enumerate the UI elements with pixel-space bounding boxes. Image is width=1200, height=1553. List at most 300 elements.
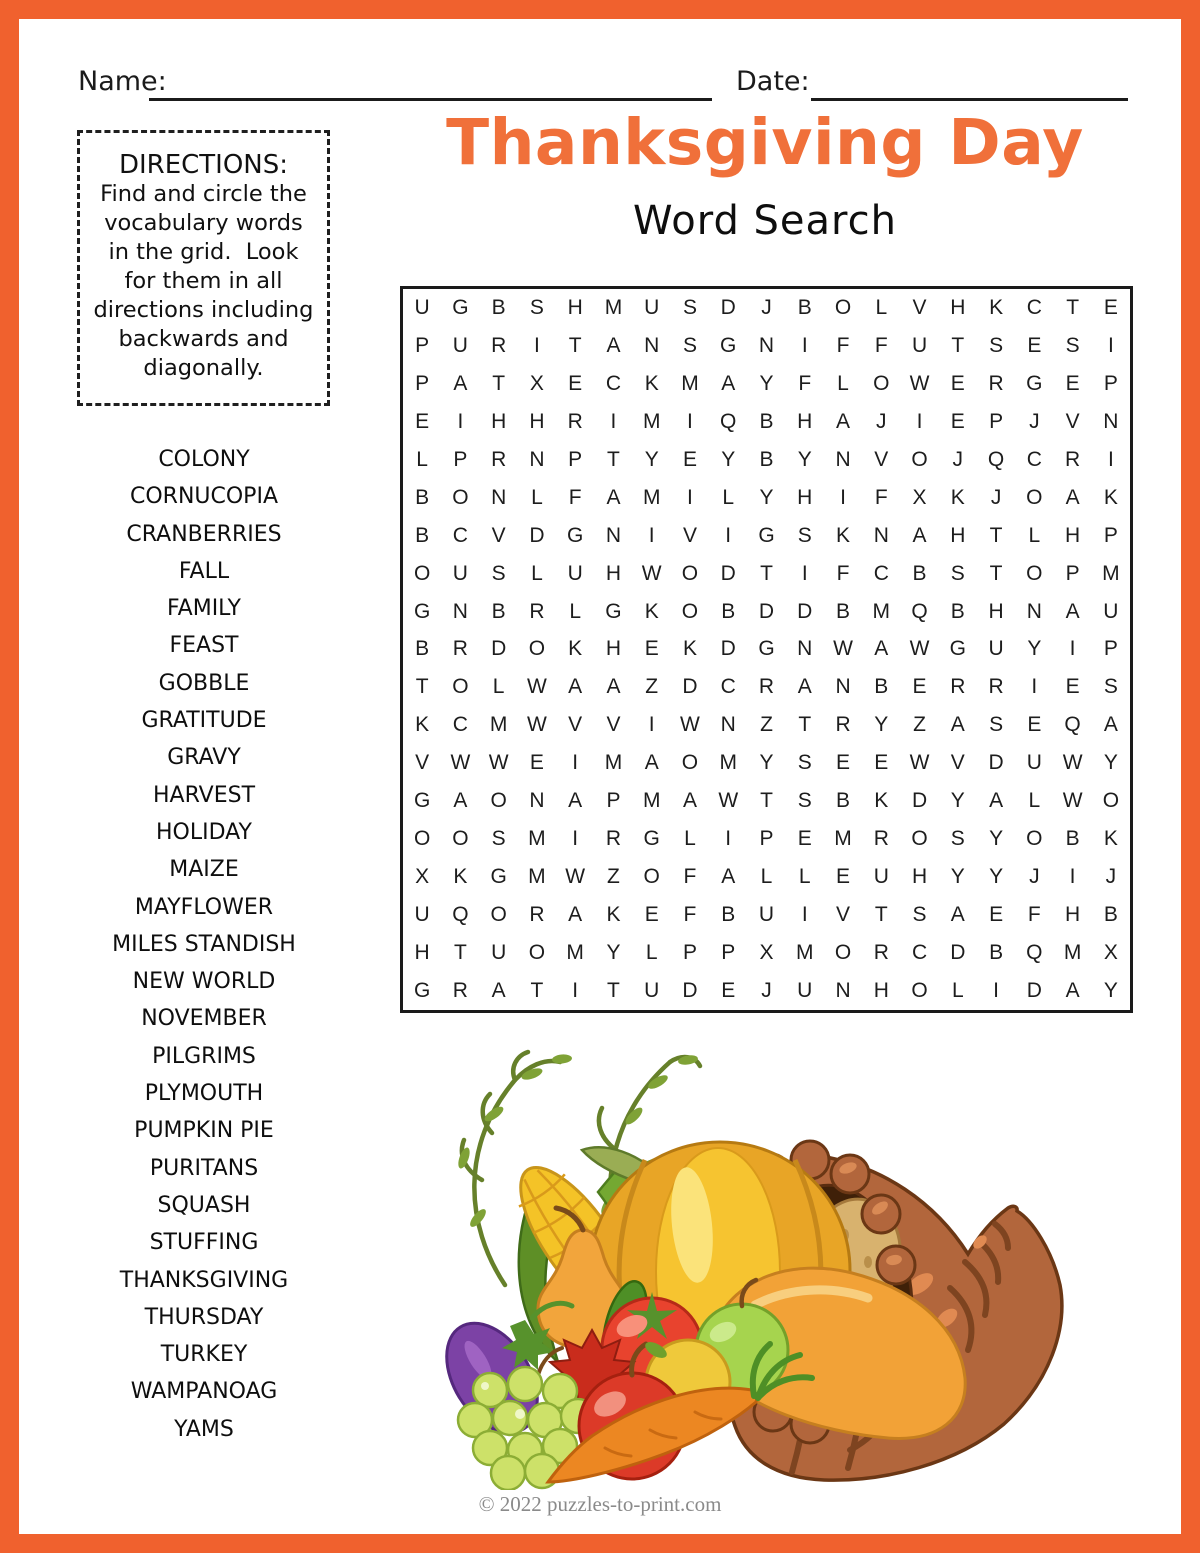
grid-cell[interactable]: E	[874, 751, 889, 775]
grid-cell[interactable]: P	[415, 333, 430, 357]
grid-cell[interactable]: E	[950, 409, 965, 433]
grid-cell[interactable]: L	[760, 865, 773, 889]
grid-cell[interactable]: S	[950, 561, 965, 585]
grid-cell[interactable]: T	[1066, 295, 1080, 319]
grid-cell[interactable]: S	[989, 333, 1004, 357]
grid-cell[interactable]: D	[720, 637, 736, 661]
grid-cell[interactable]: V	[836, 903, 851, 927]
grid-cell[interactable]: A	[606, 485, 621, 509]
grid-cell[interactable]: A	[606, 333, 621, 357]
grid-cell[interactable]: S	[1065, 333, 1080, 357]
grid-cell[interactable]: I	[572, 751, 579, 775]
grid-cell[interactable]: G	[413, 979, 431, 1003]
grid-cell[interactable]: L	[1028, 789, 1041, 813]
grid-cell[interactable]: S	[1103, 675, 1118, 699]
grid-cell[interactable]: X	[759, 941, 774, 965]
grid-cell[interactable]: W	[1062, 789, 1083, 813]
grid-cell[interactable]: M	[604, 295, 623, 319]
grid-cell[interactable]: A	[568, 675, 583, 699]
grid-cell[interactable]: I	[687, 485, 693, 509]
grid-cell[interactable]: I	[840, 485, 846, 509]
grid-cell[interactable]: I	[993, 979, 999, 1003]
grid-cell[interactable]: I	[801, 903, 808, 927]
grid-cell[interactable]: R	[950, 675, 966, 699]
grid-cell[interactable]: N	[758, 333, 775, 357]
grid-cell[interactable]: O	[681, 751, 699, 775]
grid-cell[interactable]: B	[950, 599, 965, 623]
grid-cell[interactable]: T	[492, 371, 506, 395]
grid-cell[interactable]: B	[491, 295, 506, 319]
grid-cell[interactable]: Q	[720, 409, 737, 433]
grid-cell[interactable]: O	[413, 827, 431, 851]
grid-cell[interactable]: N	[452, 599, 468, 623]
grid-cell[interactable]: D	[491, 637, 507, 661]
grid-cell[interactable]: L	[684, 827, 696, 851]
grid-cell[interactable]: I	[1107, 447, 1114, 471]
grid-cell[interactable]: U	[414, 295, 430, 319]
grid-cell[interactable]: Y	[1103, 751, 1118, 775]
grid-cell[interactable]: U	[988, 637, 1004, 661]
grid-cell[interactable]: H	[605, 637, 622, 661]
grid-cell[interactable]: Z	[913, 713, 926, 737]
grid-cell[interactable]: O	[1026, 827, 1043, 851]
grid-cell[interactable]: G	[720, 333, 737, 357]
grid-cell[interactable]: J	[1029, 409, 1040, 433]
grid-cell[interactable]: Z	[645, 675, 659, 699]
grid-cell[interactable]: U	[873, 865, 889, 889]
grid-cell[interactable]: M	[681, 371, 699, 395]
grid-cell[interactable]: O	[834, 295, 852, 319]
grid-cell[interactable]: W	[909, 371, 930, 395]
grid-cell[interactable]: D	[682, 675, 698, 699]
grid-cell[interactable]: C	[911, 941, 928, 965]
grid-cell[interactable]: T	[874, 903, 888, 927]
grid-cell[interactable]: W	[641, 561, 662, 585]
grid-cell[interactable]: M	[642, 485, 661, 509]
grid-cell[interactable]: R	[529, 599, 545, 623]
grid-cell[interactable]: K	[644, 599, 659, 623]
grid-cell[interactable]: Y	[759, 751, 774, 775]
grid-cell[interactable]: X	[1103, 941, 1118, 965]
grid-cell[interactable]: Y	[950, 789, 965, 813]
grid-cell[interactable]: I	[457, 409, 464, 433]
grid-cell[interactable]: S	[797, 789, 812, 813]
grid-cell[interactable]: U	[1103, 599, 1119, 623]
grid-cell[interactable]: M	[566, 941, 584, 965]
grid-cell[interactable]: W	[909, 637, 930, 661]
grid-cell[interactable]: A	[568, 903, 583, 927]
date-input-line[interactable]	[811, 98, 1128, 101]
grid-cell[interactable]: T	[989, 561, 1003, 585]
grid-cell[interactable]: E	[1065, 675, 1080, 699]
grid-cell[interactable]: O	[490, 789, 507, 813]
grid-cell[interactable]: I	[725, 827, 732, 851]
grid-cell[interactable]: B	[415, 485, 430, 509]
grid-cell[interactable]: H	[988, 599, 1004, 623]
grid-cell[interactable]: E	[415, 409, 430, 433]
grid-cell[interactable]: V	[950, 751, 965, 775]
grid-cell[interactable]: O	[452, 827, 469, 851]
grid-cell[interactable]: A	[453, 371, 468, 395]
grid-cell[interactable]: R	[988, 675, 1004, 699]
grid-cell[interactable]: Y	[759, 371, 774, 395]
grid-cell[interactable]: N	[529, 447, 545, 471]
grid-cell[interactable]: D	[988, 751, 1004, 775]
grid-cell[interactable]: M	[719, 751, 737, 775]
grid-cell[interactable]: F	[874, 485, 888, 509]
grid-cell[interactable]: E	[721, 979, 736, 1003]
grid-cell[interactable]: S	[491, 827, 506, 851]
grid-cell[interactable]: O	[1102, 789, 1120, 813]
grid-cell[interactable]: L	[1028, 523, 1041, 547]
grid-cell[interactable]: L	[875, 295, 888, 319]
grid-cell[interactable]: L	[798, 865, 811, 889]
grid-cell[interactable]: Y	[989, 827, 1004, 851]
grid-cell[interactable]: I	[1069, 637, 1076, 661]
grid-cell[interactable]: G	[605, 599, 622, 623]
grid-cell[interactable]: I	[648, 713, 655, 737]
grid-cell[interactable]: M	[489, 713, 508, 737]
grid-cell[interactable]: L	[951, 979, 964, 1003]
grid-cell[interactable]: A	[721, 865, 736, 889]
grid-cell[interactable]: A	[606, 675, 621, 699]
grid-cell[interactable]: S	[912, 903, 927, 927]
grid-cell[interactable]: H	[491, 409, 507, 433]
grid-cell[interactable]: C	[720, 675, 736, 699]
grid-cell[interactable]: K	[453, 865, 468, 889]
grid-cell[interactable]: V	[415, 751, 430, 775]
grid-cell[interactable]: H	[1065, 903, 1081, 927]
grid-cell[interactable]: B	[874, 675, 889, 699]
grid-cell[interactable]: C	[1026, 447, 1042, 471]
grid-cell[interactable]: F	[568, 485, 582, 509]
grid-cell[interactable]: A	[644, 751, 659, 775]
grid-cell[interactable]: A	[682, 789, 697, 813]
grid-cell[interactable]: F	[874, 333, 888, 357]
grid-cell[interactable]: T	[453, 941, 467, 965]
grid-cell[interactable]: M	[1102, 561, 1120, 585]
grid-cell[interactable]: L	[837, 371, 849, 395]
grid-cell[interactable]: M	[528, 865, 546, 889]
grid-cell[interactable]: Y	[644, 447, 659, 471]
grid-cell[interactable]: Y	[797, 447, 812, 471]
grid-cell[interactable]: R	[529, 903, 545, 927]
grid-cell[interactable]: U	[567, 561, 583, 585]
grid-cell[interactable]: J	[761, 295, 772, 319]
grid-cell[interactable]: B	[415, 637, 430, 661]
grid-cell[interactable]: S	[682, 333, 697, 357]
grid-cell[interactable]: R	[491, 447, 507, 471]
grid-cell[interactable]: O	[490, 903, 507, 927]
grid-cell[interactable]: A	[836, 409, 851, 433]
grid-cell[interactable]: R	[491, 333, 507, 357]
grid-cell[interactable]: Q	[452, 903, 469, 927]
grid-cell[interactable]: B	[415, 523, 430, 547]
grid-cell[interactable]: N	[873, 523, 889, 547]
grid-cell[interactable]: V	[491, 523, 506, 547]
grid-cell[interactable]: D	[720, 561, 736, 585]
grid-cell[interactable]: I	[916, 409, 923, 433]
grid-cell[interactable]: B	[1065, 827, 1080, 851]
grid-cell[interactable]: J	[1029, 865, 1040, 889]
grid-cell[interactable]: N	[491, 485, 507, 509]
grid-cell[interactable]: R	[835, 713, 851, 737]
grid-cell[interactable]: O	[1026, 485, 1043, 509]
grid-cell[interactable]: G	[490, 865, 507, 889]
grid-cell[interactable]: H	[1065, 523, 1081, 547]
grid-cell[interactable]: O	[528, 637, 546, 661]
grid-cell[interactable]: F	[798, 371, 812, 395]
grid-cell[interactable]: P	[682, 941, 697, 965]
grid-cell[interactable]: W	[527, 713, 547, 737]
grid-cell[interactable]: N	[835, 979, 851, 1003]
grid-cell[interactable]: O	[681, 599, 699, 623]
grid-cell[interactable]: K	[1103, 485, 1118, 509]
grid-cell[interactable]: V	[568, 713, 583, 737]
grid-cell[interactable]: D	[911, 789, 928, 813]
grid-cell[interactable]: N	[644, 333, 660, 357]
grid-cell[interactable]: A	[721, 371, 736, 395]
grid-cell[interactable]: O	[452, 675, 469, 699]
grid-cell[interactable]: B	[759, 447, 774, 471]
grid-cell[interactable]: Z	[760, 713, 773, 737]
grid-cell[interactable]: M	[528, 827, 546, 851]
grid-cell[interactable]: B	[759, 409, 774, 433]
grid-cell[interactable]: Q	[1064, 713, 1081, 737]
grid-cell[interactable]: H	[797, 409, 813, 433]
grid-cell[interactable]: H	[950, 523, 966, 547]
grid-cell[interactable]: N	[1103, 409, 1119, 433]
grid-cell[interactable]: Z	[607, 865, 620, 889]
grid-cell[interactable]: I	[801, 333, 808, 357]
grid-cell[interactable]: U	[644, 295, 660, 319]
grid-cell[interactable]: O	[1026, 561, 1043, 585]
grid-cell[interactable]: V	[912, 295, 927, 319]
grid-cell[interactable]: E	[836, 865, 851, 889]
grid-cell[interactable]: S	[529, 295, 544, 319]
grid-cell[interactable]: E	[682, 447, 697, 471]
grid-cell[interactable]: I	[648, 523, 655, 547]
grid-cell[interactable]: D	[682, 979, 698, 1003]
grid-cell[interactable]: O	[911, 447, 928, 471]
grid-cell[interactable]: O	[643, 865, 660, 889]
grid-cell[interactable]: Q	[1026, 941, 1043, 965]
grid-cell[interactable]: W	[680, 713, 700, 737]
grid-cell[interactable]: G	[413, 789, 431, 813]
grid-cell[interactable]: L	[492, 675, 505, 699]
grid-cell[interactable]: I	[572, 827, 579, 851]
grid-cell[interactable]: T	[989, 523, 1003, 547]
grid-cell[interactable]: U	[452, 561, 468, 585]
grid-cell[interactable]: R	[452, 637, 468, 661]
grid-cell[interactable]: Q	[987, 447, 1005, 471]
grid-cell[interactable]: T	[530, 979, 544, 1003]
grid-cell[interactable]: O	[834, 941, 852, 965]
grid-cell[interactable]: Y	[874, 713, 889, 737]
grid-cell[interactable]: F	[836, 333, 850, 357]
grid-cell[interactable]: E	[1065, 371, 1080, 395]
grid-cell[interactable]: T	[760, 561, 773, 585]
grid-cell[interactable]: T	[760, 789, 773, 813]
grid-cell[interactable]: A	[874, 637, 889, 661]
grid-cell[interactable]: G	[643, 827, 660, 851]
grid-cell[interactable]: H	[567, 295, 583, 319]
grid-cell[interactable]: M	[834, 827, 852, 851]
grid-cell[interactable]: C	[452, 523, 468, 547]
grid-cell[interactable]: E	[568, 371, 583, 395]
grid-cell[interactable]: Y	[1027, 637, 1042, 661]
grid-cell[interactable]: X	[912, 485, 927, 509]
grid-cell[interactable]: V	[874, 447, 889, 471]
grid-cell[interactable]: H	[911, 865, 928, 889]
grid-cell[interactable]: X	[529, 371, 544, 395]
grid-cell[interactable]: K	[1103, 827, 1118, 851]
grid-cell[interactable]: J	[952, 447, 964, 471]
grid-cell[interactable]: P	[568, 447, 583, 471]
grid-cell[interactable]: L	[416, 447, 428, 471]
grid-cell[interactable]: N	[1026, 599, 1042, 623]
grid-cell[interactable]: R	[605, 827, 622, 851]
grid-cell[interactable]: V	[682, 523, 697, 547]
grid-cell[interactable]: U	[797, 979, 813, 1003]
grid-cell[interactable]: S	[989, 713, 1004, 737]
grid-cell[interactable]: Y	[989, 865, 1004, 889]
grid-cell[interactable]: L	[645, 941, 658, 965]
grid-cell[interactable]: L	[531, 485, 543, 509]
grid-cell[interactable]: E	[836, 751, 851, 775]
grid-cell[interactable]: Y	[950, 865, 965, 889]
grid-cell[interactable]: R	[873, 827, 889, 851]
grid-cell[interactable]: P	[415, 371, 430, 395]
grid-cell[interactable]: U	[491, 941, 507, 965]
grid-cell[interactable]: T	[607, 979, 620, 1003]
grid-cell[interactable]: J	[761, 979, 772, 1003]
grid-cell[interactable]: K	[836, 523, 851, 547]
grid-cell[interactable]: E	[950, 371, 965, 395]
grid-cell[interactable]: S	[797, 523, 812, 547]
grid-cell[interactable]: A	[912, 523, 927, 547]
grid-cell[interactable]: R	[1065, 447, 1081, 471]
grid-cell[interactable]: L	[569, 599, 582, 623]
grid-cell[interactable]: R	[988, 371, 1004, 395]
grid-cell[interactable]: K	[606, 903, 621, 927]
grid-cell[interactable]: C	[452, 713, 468, 737]
grid-cell[interactable]: H	[797, 485, 813, 509]
name-input-line[interactable]	[149, 98, 712, 101]
grid-cell[interactable]: K	[568, 637, 583, 661]
grid-cell[interactable]: W	[833, 637, 853, 661]
grid-cell[interactable]: D	[758, 599, 775, 623]
grid-cell[interactable]: K	[874, 789, 889, 813]
grid-cell[interactable]: I	[1031, 675, 1038, 699]
grid-cell[interactable]: G	[452, 295, 469, 319]
grid-cell[interactable]: N	[529, 789, 545, 813]
grid-cell[interactable]: I	[572, 979, 579, 1003]
grid-cell[interactable]: P	[453, 447, 468, 471]
grid-cell[interactable]: T	[415, 675, 429, 699]
grid-cell[interactable]: O	[911, 827, 928, 851]
grid-cell[interactable]: W	[1062, 751, 1083, 775]
grid-cell[interactable]: M	[796, 941, 814, 965]
grid-cell[interactable]: A	[491, 979, 506, 1003]
grid-cell[interactable]: F	[683, 903, 697, 927]
grid-cell[interactable]: V	[606, 713, 621, 737]
grid-cell[interactable]: R	[452, 979, 468, 1003]
grid-cell[interactable]: G	[413, 599, 431, 623]
grid-cell[interactable]: F	[683, 865, 697, 889]
grid-cell[interactable]: S	[491, 561, 506, 585]
grid-cell[interactable]: C	[873, 561, 889, 585]
grid-cell[interactable]: D	[797, 599, 813, 623]
grid-cell[interactable]: R	[758, 675, 775, 699]
grid-cell[interactable]: Y	[606, 941, 621, 965]
grid-cell[interactable]: A	[1065, 979, 1080, 1003]
grid-cell[interactable]: N	[835, 447, 851, 471]
grid-cell[interactable]: W	[527, 675, 547, 699]
grid-cell[interactable]: P	[989, 409, 1004, 433]
grid-cell[interactable]: M	[1063, 941, 1082, 965]
grid-cell[interactable]: Y	[721, 447, 736, 471]
grid-cell[interactable]: H	[950, 295, 966, 319]
grid-cell[interactable]: B	[797, 295, 812, 319]
grid-cell[interactable]: A	[1065, 599, 1080, 623]
grid-cell[interactable]: A	[797, 675, 812, 699]
grid-cell[interactable]: E	[989, 903, 1004, 927]
grid-cell[interactable]: D	[1026, 979, 1042, 1003]
grid-cell[interactable]: S	[797, 751, 812, 775]
grid-cell[interactable]: H	[873, 979, 889, 1003]
grid-cell[interactable]: A	[1103, 713, 1118, 737]
grid-cell[interactable]: G	[758, 637, 775, 661]
grid-cell[interactable]: M	[872, 599, 891, 623]
grid-cell[interactable]: O	[413, 561, 431, 585]
grid-cell[interactable]: M	[642, 789, 661, 813]
grid-cell[interactable]: N	[797, 637, 813, 661]
grid-cell[interactable]: B	[989, 941, 1004, 965]
grid-cell[interactable]: S	[682, 295, 697, 319]
grid-cell[interactable]: J	[990, 485, 1002, 509]
grid-cell[interactable]: C	[1026, 295, 1042, 319]
grid-cell[interactable]: E	[529, 751, 544, 775]
grid-cell[interactable]: T	[607, 447, 620, 471]
grid-cell[interactable]: Y	[759, 485, 774, 509]
grid-cell[interactable]: R	[873, 941, 889, 965]
grid-cell[interactable]: U	[414, 903, 430, 927]
grid-cell[interactable]: U	[911, 333, 928, 357]
grid-cell[interactable]: D	[950, 941, 966, 965]
grid-cell[interactable]: W	[718, 789, 739, 813]
grid-cell[interactable]: Q	[911, 599, 928, 623]
grid-cell[interactable]: H	[529, 409, 545, 433]
grid-cell[interactable]: B	[912, 561, 927, 585]
grid-cell[interactable]: R	[567, 409, 583, 433]
grid-cell[interactable]: B	[721, 599, 736, 623]
grid-cell[interactable]: G	[758, 523, 775, 547]
grid-cell[interactable]: F	[836, 561, 850, 585]
grid-cell[interactable]: C	[605, 371, 622, 395]
grid-cell[interactable]: I	[801, 561, 808, 585]
grid-cell[interactable]: N	[605, 523, 622, 547]
grid-cell[interactable]: P	[1065, 561, 1080, 585]
grid-cell[interactable]: N	[720, 713, 736, 737]
grid-cell[interactable]: T	[568, 333, 582, 357]
grid-cell[interactable]: O	[681, 561, 699, 585]
grid-cell[interactable]: A	[950, 903, 965, 927]
grid-cell[interactable]: G	[1026, 371, 1043, 395]
grid-cell[interactable]: W	[565, 865, 586, 889]
grid-cell[interactable]: P	[721, 941, 736, 965]
grid-cell[interactable]: J	[1105, 865, 1117, 889]
